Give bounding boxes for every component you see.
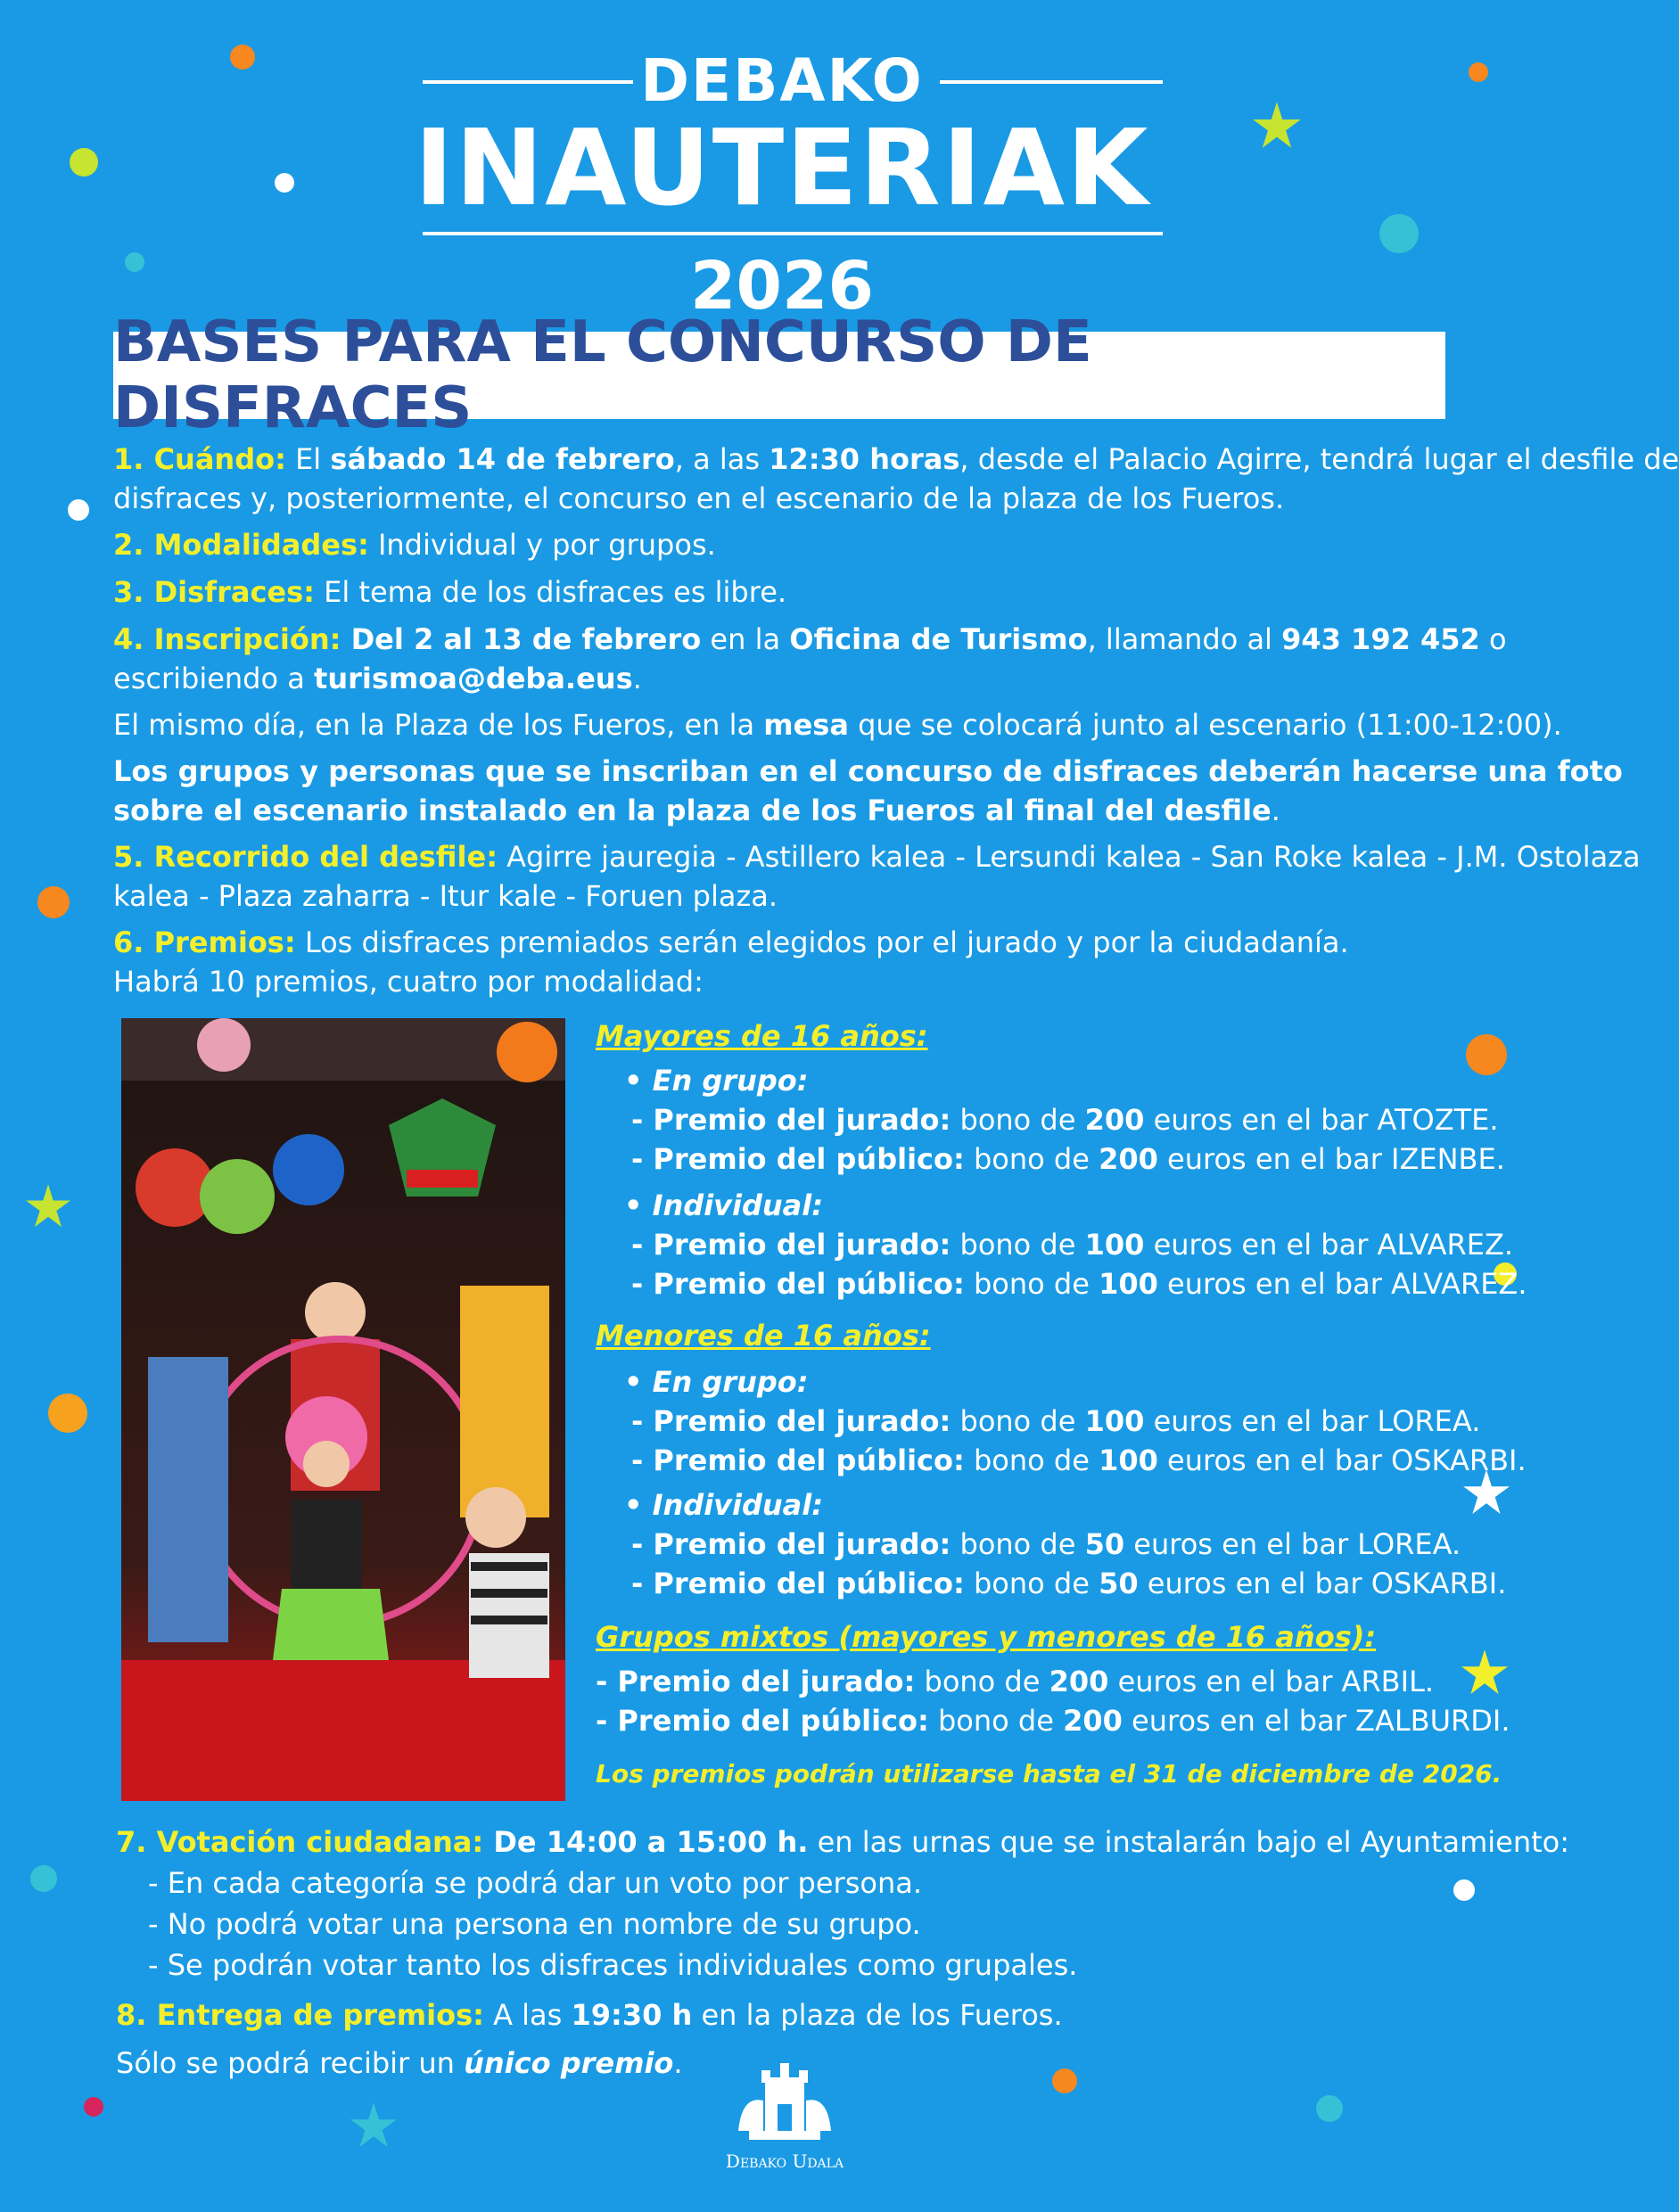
- confetti-dot: [84, 2097, 103, 2117]
- logo-text: Debako Udala: [725, 2150, 844, 2172]
- prizes-minors-title: Menores de 16 años:: [596, 1319, 931, 1353]
- prizes-adults-individual: • Individual:: [624, 1188, 824, 1222]
- prizes-adults-group: • En grupo:: [624, 1064, 809, 1098]
- section-registration-sameday: El mismo día, en la Plaza de los Fueros, en la mesa que se colocará junto al escenario (11:00-12:00).: [113, 708, 1562, 742]
- prize-row: - Premio del jurado: bono de 200 euros en el bar ATOZTE.: [631, 1103, 1499, 1137]
- section-registration-photo: Los grupos y personas que se inscriban en el concurso de disfraces deberán hacerse una foto: [113, 754, 1623, 788]
- title-banner: BASES PARA EL CONCURSO DE DISFRACES: [113, 332, 1445, 419]
- prize-row: - Premio del público: bono de 100 euros en el bar OSKARBI.: [631, 1443, 1527, 1477]
- section-modalities: 2. Modalidades: Individual y por grupos.: [113, 528, 716, 562]
- confetti-dot: [48, 1394, 87, 1433]
- section-prizes: 6. Premios: Los disfraces premiados serán elegidos por el jurado y por la ciudadanía.: [113, 925, 1349, 959]
- confetti-dot: [30, 1865, 57, 1892]
- prizes-mixed-title: Grupos mixtos (mayores y menores de 16 años):: [596, 1620, 1377, 1654]
- prize-row: - Premio del público: bono de 200 euros en el bar ZALBURDI.: [596, 1704, 1510, 1738]
- voting-rule: - No podrá votar una persona en nombre de su grupo.: [148, 1907, 921, 1941]
- header-year: 2026: [690, 248, 874, 325]
- castle-icon: [731, 2051, 838, 2149]
- section-when-line2: disfraces y, posteriormente, el concurso en el escenario de la plaza de los Fueros.: [113, 481, 1285, 515]
- prizes-validity: Los premios podrán utilizarse hasta el 31 de diciembre de 2026.: [596, 1759, 1502, 1789]
- header-title: INAUTERIAK: [414, 106, 1150, 229]
- prizes-minors-group: • En grupo:: [624, 1365, 809, 1399]
- prize-row: - Premio del público: bono de 200 euros en el bar IZENBE.: [631, 1142, 1505, 1176]
- section-prizes-count: Habrá 10 premios, cuatro por modalidad:: [113, 965, 704, 999]
- section-awards: 8. Entrega de premios: A las 19:30 h en la plaza de los Fueros.: [116, 1998, 1063, 2032]
- header-debako: DEBAKO: [640, 46, 924, 115]
- prizes-adults-title: Mayores de 16 años:: [596, 1019, 928, 1053]
- section-route-line2: kalea - Plaza zaharra - Itur kale - Foruen plaza.: [113, 879, 778, 913]
- voting-rule: - En cada categoría se podrá dar un voto por persona.: [148, 1866, 922, 1900]
- costume-group-photo: [121, 1018, 565, 1801]
- prizes-minors-individual: • Individual:: [624, 1488, 824, 1522]
- prize-row: - Premio del jurado: bono de 100 euros en el bar LOREA.: [631, 1404, 1481, 1438]
- confetti-dot: [1316, 2095, 1343, 2122]
- confetti-dot: [68, 499, 89, 521]
- confetti-dot: [1466, 1034, 1507, 1075]
- section-when: 1. Cuándo: El sábado 14 de febrero, a las 12:30 horas, desde el Palacio Agirre, tendrá lugar el desfile de: [113, 442, 1679, 476]
- section-awards-note: Sólo se podrá recibir un único premio.: [116, 2046, 683, 2080]
- prize-row: - Premio del jurado: bono de 200 euros en el bar ARBIL.: [596, 1665, 1435, 1698]
- prize-row: - Premio del público: bono de 50 euros en el bar OSKARBI.: [631, 1566, 1507, 1600]
- confetti-dot: [1453, 1879, 1475, 1901]
- section-registration-photo-2: sobre el escenario instalado en la plaza de los Fueros al final del desfile.: [113, 794, 1280, 827]
- star-icon: [350, 2102, 398, 2149]
- confetti-dot: [1052, 2068, 1077, 2093]
- section-registration: 4. Inscripción: Del 2 al 13 de febrero en la Oficina de Turismo, llamando al 943 192 452 o: [113, 622, 1507, 656]
- confetti-dot: [37, 886, 70, 918]
- header-rule: [423, 232, 1163, 235]
- section-voting: 7. Votación ciudadana: De 14:00 a 15:00 h. en las urnas que se instalarán bajo el Ayuntamiento:: [116, 1825, 1569, 1859]
- prize-row: - Premio del público: bono de 100 euros en el bar ALVAREZ.: [631, 1267, 1527, 1301]
- prize-row: - Premio del jurado: bono de 100 euros en el bar ALVAREZ.: [631, 1228, 1514, 1262]
- prize-row: - Premio del jurado: bono de 50 euros en el bar LOREA.: [631, 1527, 1461, 1561]
- voting-rule: - Se podrán votar tanto los disfraces individuales como grupales.: [148, 1948, 1078, 1982]
- star-icon: [25, 1184, 71, 1229]
- section-registration-email: escribiendo a turismoa@deba.eus.: [113, 662, 642, 695]
- star-icon: [1461, 1649, 1509, 1696]
- town-hall-logo: [725, 2051, 844, 2184]
- section-costumes: 3. Disfraces: El tema de los disfraces es libre.: [113, 575, 787, 609]
- section-route: 5. Recorrido del desfile: Agirre jauregia - Astillero kalea - Lersundi kalea - San Roke kalea - J.M. Ostolaza: [113, 840, 1641, 874]
